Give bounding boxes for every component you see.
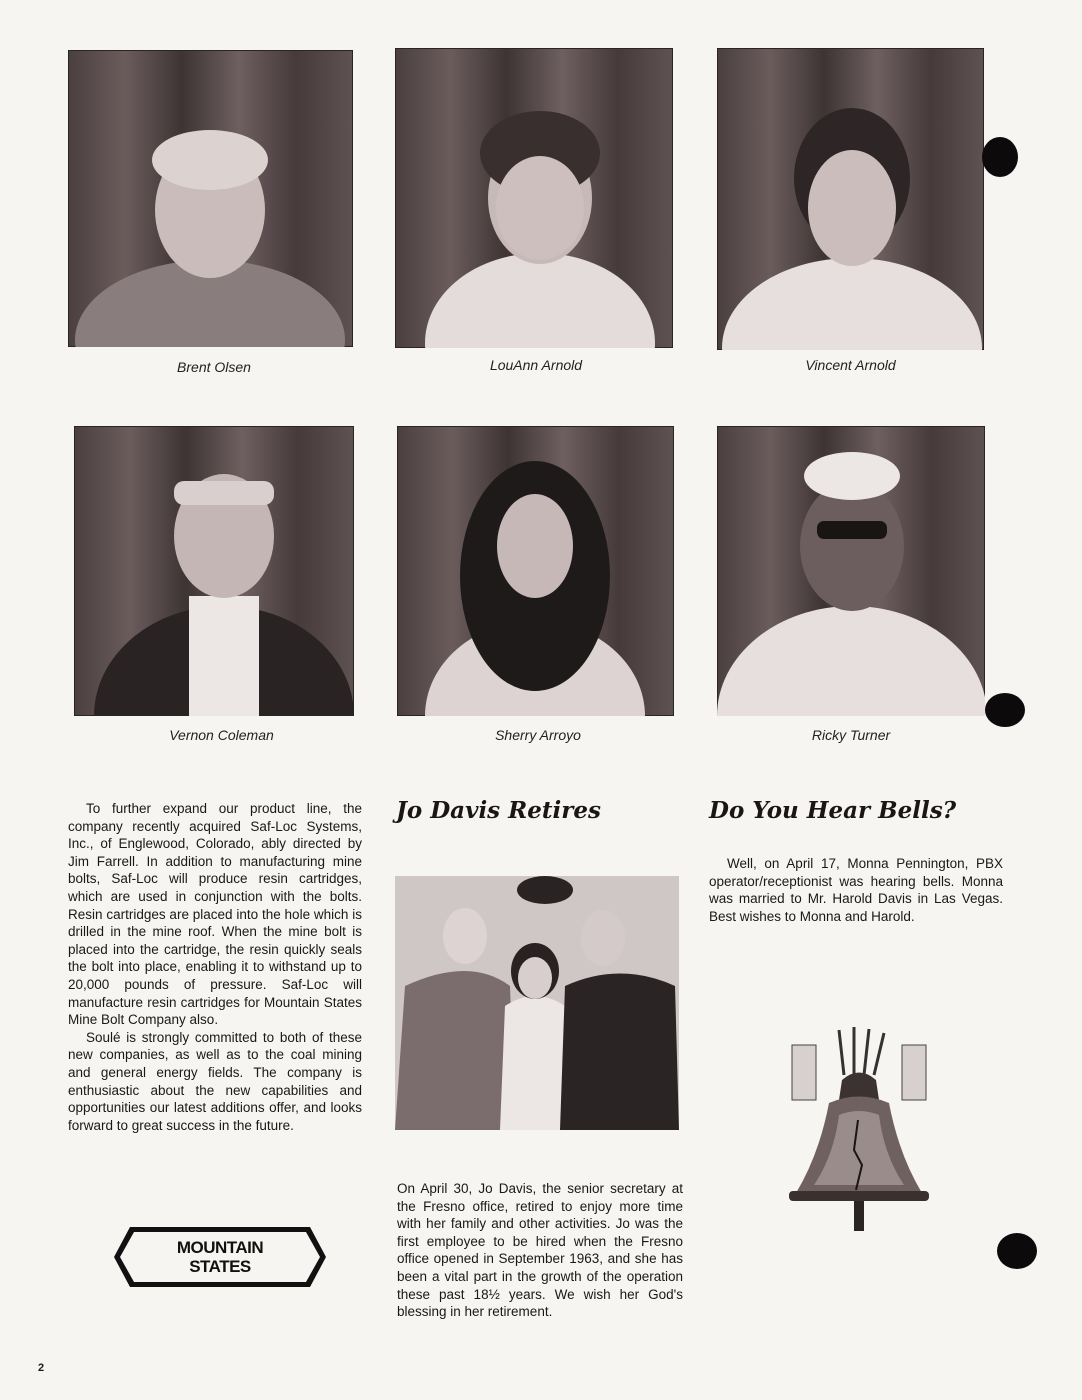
- photo-vincent-arnold: [717, 48, 984, 350]
- bell-illustration: [784, 1025, 934, 1235]
- caption-vernon-coleman: Vernon Coleman: [169, 727, 274, 743]
- page-number: 2: [38, 1362, 45, 1374]
- photo-louann-arnold: [395, 48, 673, 348]
- photo-jo-davis-group: [395, 876, 679, 1130]
- bells-paragraph: Well, on April 17, Monna Pennington, PBX operator/receptionist was hearing bells. Monna was married to Mr. Harold Davis in Las Vegas. Best wishes to Monna and Harold.: [709, 856, 1003, 924]
- caption-louann-arnold: LouAnn Arnold: [489, 357, 583, 373]
- mountain-states-logo: [112, 1225, 328, 1289]
- logo-line-states: STATES: [189, 1257, 251, 1276]
- caption-ricky-turner: Ricky Turner: [811, 727, 891, 743]
- logo-line-mountain: MOUNTAIN: [176, 1238, 264, 1257]
- caption-vincent-arnold: Vincent Arnold: [805, 357, 896, 373]
- bells-article: [709, 855, 1003, 925]
- company-acquisition-article: [68, 800, 362, 1134]
- photo-brent-olsen: [68, 50, 353, 347]
- jo-davis-article: On April 30, Jo Davis, the senior secretary at the Fresno office, retired to enjoy more time with her family and other activities. Jo was the first employee to be hired when the Fresno office opened in September 1963, and she has been a vital part in the growth of the operation these past 18½ years. We wish her God's blessing in her retirement.: [397, 1181, 683, 1320]
- jo-davis-heading: Jo Davis Retires: [396, 797, 601, 824]
- caption-brent-olsen: Brent Olsen: [177, 359, 251, 375]
- photo-sherry-arroyo: [397, 426, 674, 716]
- photo-ricky-turner: [717, 426, 985, 716]
- commitment-paragraph: Soulé is strongly committed to both of these new companies, as well as to the coal mining and general energy fields. The company is enthusiastic about the new capabilities and opportunities our latest additions offer, and looks forward to great success in the future.: [68, 1029, 362, 1133]
- photo-vernon-coleman: [74, 426, 354, 716]
- bells-heading: Do You Hear Bells?: [709, 797, 957, 824]
- binder-hole-middle: [985, 693, 1025, 727]
- binder-hole-bottom: [997, 1233, 1037, 1269]
- binder-hole-top: [982, 137, 1018, 177]
- acquisition-paragraph: To further expand our product line, the company recently acquired Saf-Loc Systems, Inc., of Englewood, Colorado, ably directed by Jim Farrell. In addition to manufacturing mine bolts, Saf-Loc will produce resin cartridges, which are used in conjunction with the bolts. Resin cartridges are placed into the hole which is drilled in the mine roof. When the mine bolt is placed into the cartridge, the resin quickly seals the bolt into place, enabling it to withstand up to 20,000 pounds of pressure. Saf-Loc will manufacture resin cartridges for Mountain States Mine Bolt Company also.: [68, 801, 362, 1028]
- caption-sherry-arroyo: Sherry Arroyo: [495, 727, 581, 743]
